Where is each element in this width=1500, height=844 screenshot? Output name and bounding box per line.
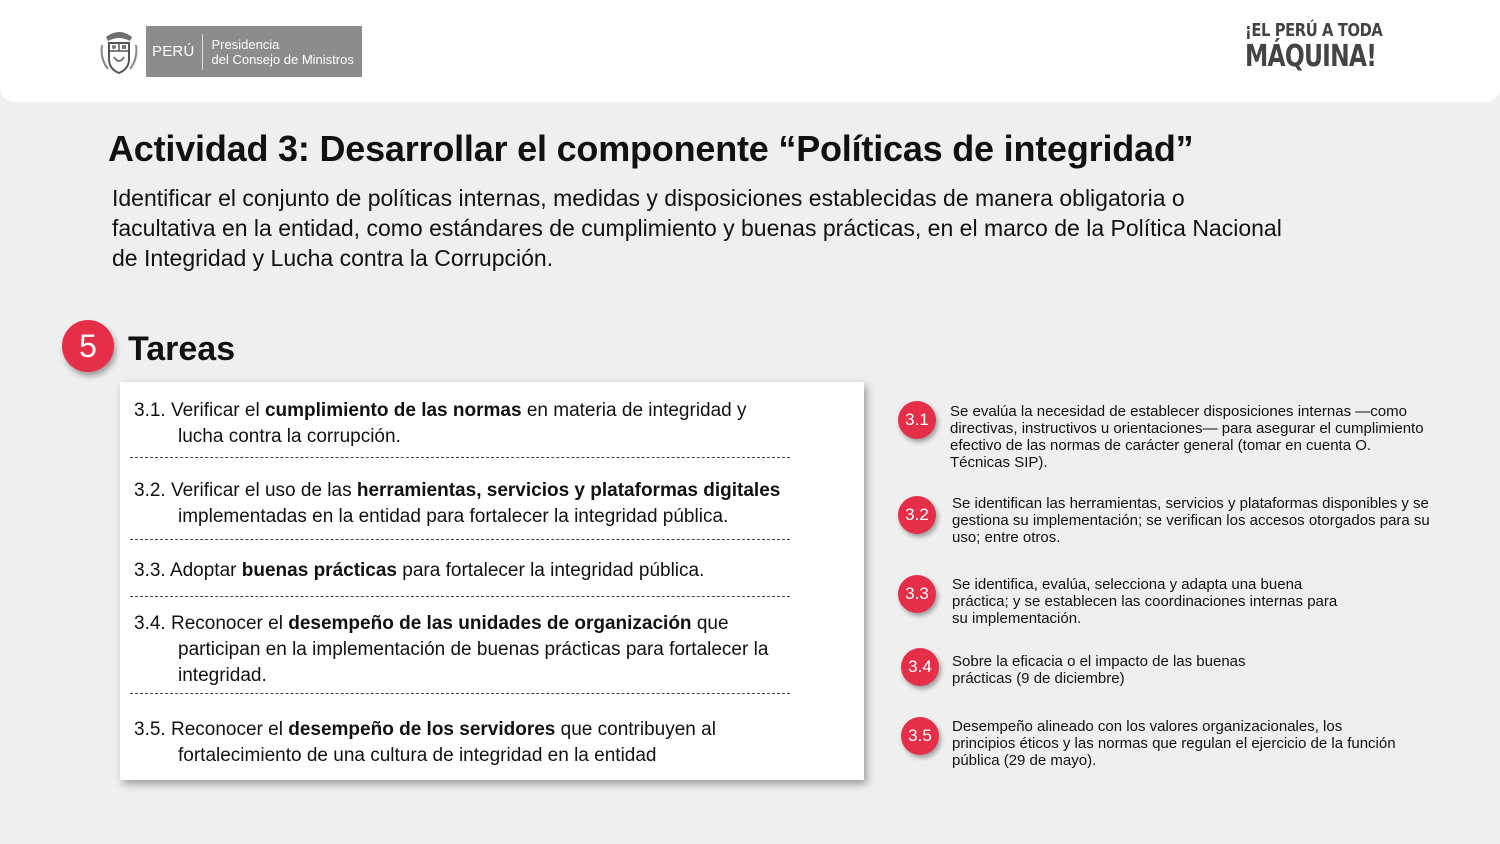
task-text-post: que — [691, 613, 729, 634]
task-number: 3.5. — [134, 719, 166, 740]
task-item — [134, 717, 854, 769]
slogan-line2: MÁQUINA! — [1245, 39, 1377, 74]
task-number: 3.2. — [134, 480, 166, 501]
task-item — [134, 398, 854, 450]
task-bold-text: desempeño de los servidores — [288, 719, 556, 740]
task-card — [120, 382, 864, 780]
intro-paragraph: Identificar el conjunto de políticas internas, medidas y disposiciones establecidas de manera obligatoria o facultativa en la entidad, como estándares de cumplimiento y buenas prácticas, en el marco de la Política Nacional de Integridad y Lucha contra la Corrupción. — [112, 185, 1282, 271]
entity-name-line1: Presidencia — [211, 36, 280, 52]
note-badge: 3.2 — [898, 496, 936, 534]
task-continuation: fortalecimiento de una cultura de integridad en la entidad — [178, 745, 657, 766]
note-text: Sobre la eficacia o el impacto de las buenas prácticas (9 de diciembre) — [952, 653, 1246, 687]
section-heading: Tareas — [128, 330, 236, 368]
note-text: Desempeño alineado con los valores organizacionales, los principios éticos y las normas que regulan el ejercicio de la función pública (29 de mayo). — [952, 718, 1396, 769]
header-bar — [0, 0, 1500, 102]
dashed-divider — [130, 596, 790, 597]
peru-brand-box — [146, 26, 362, 77]
task-text-post: en materia de integridad y — [521, 400, 747, 421]
section-number-badge: 5 — [62, 320, 114, 372]
task-continuation: lucha contra la corrupción. — [178, 426, 401, 447]
task-text: Verificar el uso de las — [170, 480, 357, 501]
task-text-post: que contribuyen al — [555, 719, 716, 740]
slogan-line1: ¡EL PERÚ A TODA — [1245, 20, 1383, 41]
task-item — [134, 611, 824, 689]
note-badge: 3.3 — [898, 575, 936, 613]
task-number: 3.1. — [134, 400, 166, 421]
task-number: 3.4. — [134, 613, 166, 634]
task-text: Adoptar — [169, 560, 242, 581]
task-item — [134, 558, 854, 584]
note-text: Se evalúa la necesidad de establecer disposiciones internas —como directivas, instructivos u orientaciones— para asegurar el cumplimiento efectivo de las normas de carácter general (tomar en cuenta O. Técnicas SIP). — [950, 403, 1424, 471]
task-bold-text: cumplimiento de las normas — [264, 400, 522, 421]
task-text: Reconocer el — [170, 719, 289, 740]
task-bold-text: buenas prácticas — [241, 560, 398, 581]
task-continuation: participan en la implementación de buenas prácticas para fortalecer la integridad. — [178, 639, 769, 686]
coat-of-arms-icon — [100, 29, 138, 75]
note-badge: 3.5 — [901, 717, 939, 755]
page-title: Actividad 3: Desarrollar el componente “Políticas de integridad” — [108, 128, 1194, 169]
note-badge: 3.1 — [898, 401, 936, 439]
task-continuation: implementadas en la entidad para fortalecer la integridad pública. — [178, 506, 729, 527]
government-logo[interactable] — [100, 26, 362, 77]
dashed-divider — [130, 539, 790, 540]
note-text: Se identifican las herramientas, servicios y plataformas disponibles y se gestiona su implementación; se verifican los accesos otorgados para su uso; entre otros. — [952, 495, 1430, 546]
note-text: Se identifica, evalúa, selecciona y adapta una buena práctica; y se establecen las coordinaciones internas para su implementación. — [952, 576, 1338, 627]
task-text: Reconocer el — [170, 613, 289, 634]
task-number: 3.3. — [134, 560, 166, 581]
task-item — [134, 478, 854, 530]
entity-name-line2: del Consejo de Ministros — [211, 51, 354, 67]
task-text-post: para fortalecer la integridad pública. — [397, 560, 705, 581]
task-bold-text: herramientas, servicios y plataformas digitales — [356, 480, 781, 501]
peru-word: PERÚ — [152, 43, 195, 60]
task-text: Verificar el — [170, 400, 265, 421]
dashed-divider — [130, 693, 790, 694]
slogan-logo — [1245, 22, 1385, 72]
entity-name — [203, 37, 361, 67]
task-bold-text: desempeño de las unidades de organización — [288, 613, 692, 634]
dashed-divider — [130, 457, 790, 458]
note-badge: 3.4 — [901, 648, 939, 686]
